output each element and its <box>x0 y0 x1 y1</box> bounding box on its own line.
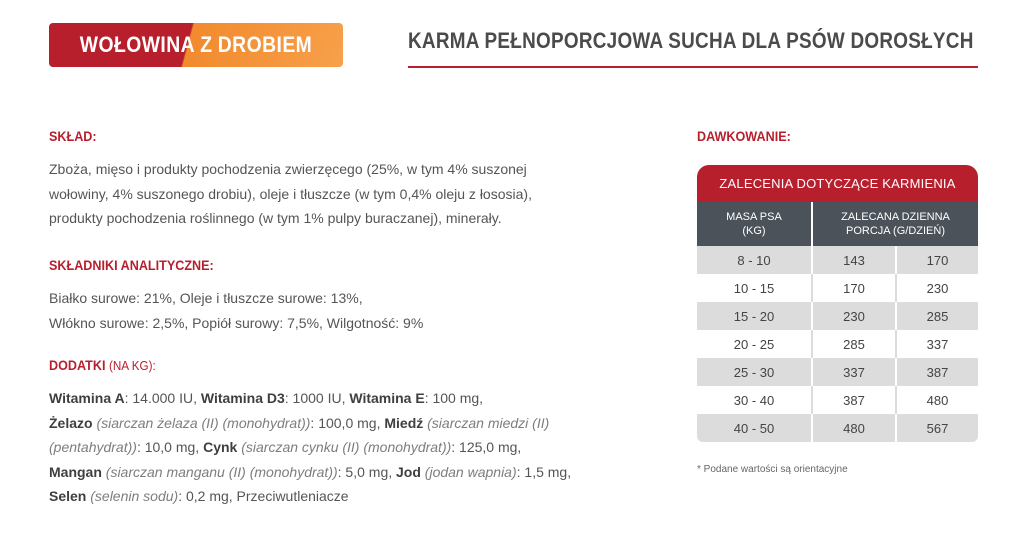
table-cell: 337 <box>813 358 897 386</box>
table-cell: 143 <box>813 246 897 274</box>
dodatki-text <box>49 386 571 509</box>
table-cell: 10 - 15 <box>697 274 813 302</box>
dodatki-line <box>49 386 571 411</box>
dawkowanie-heading: DAWKOWANIE: <box>697 128 791 144</box>
table-row <box>697 302 978 330</box>
analityczne-text <box>49 286 423 335</box>
feeding-table-title: ZALECENIA DOTYCZĄCE KARMIENIA <box>697 165 978 202</box>
column-header-text: ZALECANA DZIENNA <box>841 211 950 223</box>
dodatki-heading <box>49 357 156 373</box>
table-cell: 170 <box>926 252 949 268</box>
column-header-text: MASA PSA <box>726 211 782 223</box>
additive-value: : 125,0 mg, <box>451 439 522 455</box>
additive-value: : 1,5 mg, <box>516 463 572 480</box>
table-cell: 480 <box>926 392 949 408</box>
sklad-text <box>49 157 532 231</box>
column-header-text: PORCJA (G/DZIEŃ) <box>845 225 945 237</box>
table-row <box>697 330 978 358</box>
title-divider <box>408 66 978 68</box>
feeding-table <box>697 165 978 442</box>
table-cell: 230 <box>926 280 949 296</box>
additive-detail: (pentahydrat)) <box>49 439 137 455</box>
dodatki-line <box>49 484 571 509</box>
column-header-text: (KG) <box>742 225 766 237</box>
additive-value: : 0,2 mg, Przeciwutleniacze <box>178 488 349 504</box>
column-header-weight <box>697 202 813 246</box>
additive-detail: (selenin sodu) <box>90 488 179 504</box>
additive-name: Witamina D3 <box>200 390 285 406</box>
additive-name: Żelazo <box>49 414 93 431</box>
feeding-table-body <box>697 246 978 442</box>
badge-label-part2: DROBIEM <box>217 32 313 57</box>
sklad-line: Zboża, mięso i produkty pochodzenia zwierzęcego (25%, w tym 4% suszonej <box>49 161 527 177</box>
analityczne-line: Białko surowe: 21%, Oleje i tłuszcze surowe: 13%, <box>49 290 363 306</box>
product-badge <box>49 23 343 67</box>
column-header-portion <box>813 202 978 246</box>
sklad-line: produkty pochodzenia roślinnego (w tym 1% pulpy buraczanej), minerały. <box>49 210 502 226</box>
additive-value: : 10,0 mg, <box>136 439 204 455</box>
table-cell: 387 <box>926 364 949 380</box>
table-cell: 15 - 20 <box>697 302 813 330</box>
dodatki-line <box>49 460 571 485</box>
table-cell: 337 <box>926 336 949 352</box>
badge-label-part1: WOŁOWINA Z <box>79 32 213 57</box>
table-cell: 230 <box>813 302 897 330</box>
table-cell: 8 - 10 <box>697 246 813 274</box>
table-cell: 40 - 50 <box>697 414 813 442</box>
additive-name: Cynk <box>203 439 238 455</box>
table-row <box>697 274 978 302</box>
table-cell: 170 <box>813 274 897 302</box>
table-cell: 25 - 30 <box>697 358 813 386</box>
table-cell: 567 <box>926 420 949 436</box>
additive-name: Selen <box>49 488 87 504</box>
feeding-table-header <box>697 202 978 246</box>
dodatki-line <box>49 411 571 436</box>
footnote: * Podane wartości są orientacyjne <box>697 464 848 475</box>
table-cell: 387 <box>813 386 897 414</box>
additive-name: Witamina E <box>349 390 425 406</box>
table-row <box>697 246 978 274</box>
additive-detail: (siarczan manganu (II) (monohydrat)) <box>105 463 338 480</box>
additive-name: Witamina A <box>49 390 125 406</box>
dodatki-heading-label: DODATKI <box>49 357 106 373</box>
sklad-heading: SKŁAD: <box>49 128 97 144</box>
additive-name: Mangan <box>49 463 102 480</box>
additive-detail: (jodan wapnia) <box>424 463 517 480</box>
table-cell: 20 - 25 <box>697 330 813 358</box>
additive-detail: (siarczan cynku (II) (monohydrat)) <box>241 439 452 455</box>
additive-value: : 100 mg, <box>424 390 484 406</box>
sklad-line: wołowiny, 4% suszonego drobiu), oleje i tłuszcze (w tym 0,4% oleju z łososia), <box>49 185 532 202</box>
table-cell: 285 <box>813 330 897 358</box>
additive-value: : 14.000 IU, <box>124 390 201 406</box>
additive-name: Jod <box>396 463 421 480</box>
badge-label <box>67 23 326 67</box>
additive-detail: (siarczan miedzi (II) <box>427 414 550 431</box>
additive-value: : 1000 IU, <box>284 390 350 406</box>
table-row <box>697 358 978 386</box>
table-row <box>697 414 978 442</box>
analityczne-heading: SKŁADNIKI ANALITYCZNE: <box>49 257 214 273</box>
additive-detail: (siarczan żelaza (II) (monohydrat)) <box>96 414 311 431</box>
additive-name: Miedź <box>384 414 424 431</box>
table-cell: 30 - 40 <box>697 386 813 414</box>
dodatki-line <box>49 435 571 460</box>
table-row <box>697 386 978 414</box>
additive-value: : 5,0 mg, <box>337 463 397 480</box>
table-cell: 285 <box>926 308 949 324</box>
additive-value: : 100,0 mg, <box>310 414 385 431</box>
page-title: KARMA PEŁNOPORCJOWA SUCHA DLA PSÓW DOROSŁYCH <box>408 28 974 53</box>
analityczne-line: Włókno surowe: 2,5%, Popiół surowy: 7,5%, Wilgotność: 9% <box>49 314 424 331</box>
table-cell: 480 <box>813 414 897 442</box>
dodatki-heading-suffix: (NA KG): <box>108 358 156 373</box>
